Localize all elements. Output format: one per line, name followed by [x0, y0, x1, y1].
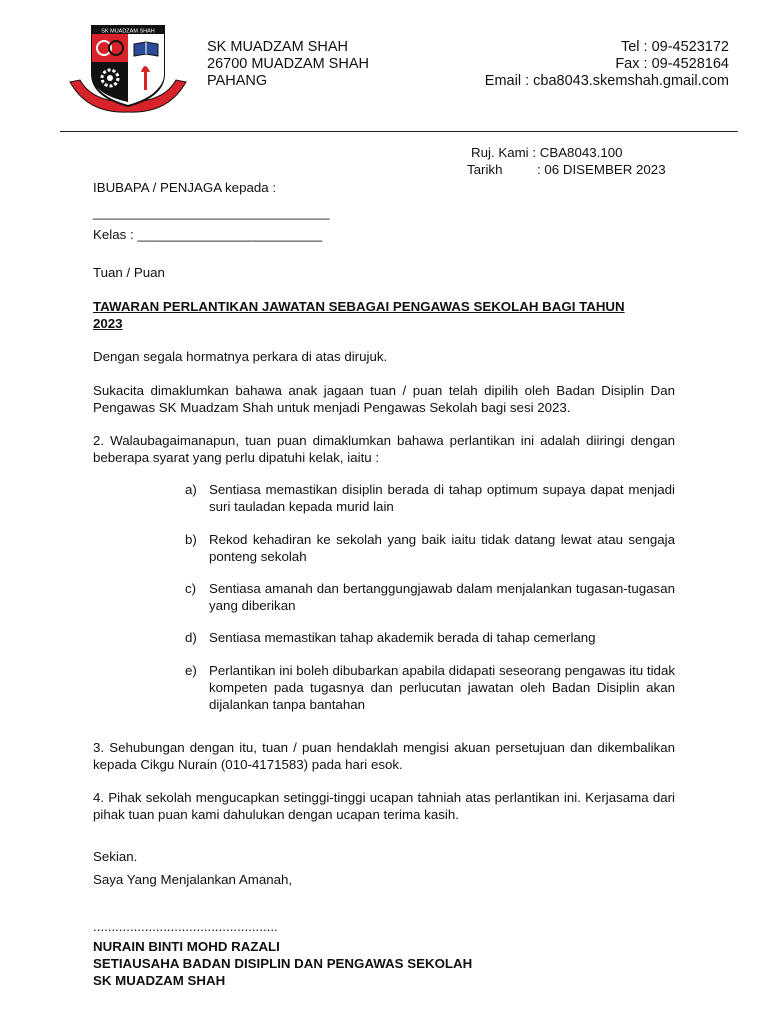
paragraph-4: 3. Sehubungan dengan itu, tuan / puan hendaklah mengisi akuan persetujuan dan dikembalikan kepada Cikgu Nurain (010-4171583) pada hari esok. — [93, 740, 675, 772]
condition-text: Perlantikan ini boleh dibubarkan apabila didapati seseorang pengawas itu tidak kompeten pada tugasnya dan perlucutan jawatan oleh Badan Disiplin akan dijalankan tanpa bantahan — [209, 663, 675, 712]
date-value: : 06 DISEMBER 2023 — [537, 162, 666, 177]
closing-sekian: Sekian. — [93, 849, 138, 864]
header-divider — [60, 131, 738, 132]
subject-line2: 2023 — [93, 316, 123, 331]
condition-item-b — [185, 531, 675, 565]
condition-label: b) — [185, 532, 197, 547]
fax-number: Fax : 09-4528164 — [615, 56, 729, 72]
condition-label: c) — [185, 581, 197, 596]
signatory-title: SETIAUSAHA BADAN DISIPLIN DAN PENGAWAS SEKOLAH — [93, 956, 473, 971]
svg-text:SK MUADZAM SHAH: SK MUADZAM SHAH — [101, 28, 155, 35]
email-address: Email : cba8043.skemshah.gmail.com — [484, 73, 729, 89]
signature-dots: .................................................. — [93, 919, 278, 934]
paragraph-1: Dengan segala hormatnya perkara di atas dirujuk. — [93, 349, 388, 364]
school-address-line1: 26700 MUADZAM SHAH — [207, 56, 369, 72]
condition-text: Sentiasa memastikan tahap akademik berada di tahap cemerlang — [209, 630, 596, 645]
condition-item-e — [185, 662, 675, 713]
school-logo — [68, 22, 188, 114]
paragraph-3: 2. Walaubagaimanapun, tuan puan dimaklumkan bahawa perlantikan ini adalah diiringi dengan beberapa syarat yang perlu dipatuhi kelak, iaitu : — [93, 433, 675, 465]
signatory-name: NURAIN BINTI MOHD RAZALI — [93, 939, 280, 954]
signatory-school: SK MUADZAM SHAH — [93, 973, 226, 988]
school-address-line2: PAHANG — [207, 73, 268, 89]
condition-item-d — [185, 629, 675, 646]
condition-text: Sentiasa amanah dan bertanggungjawab dalam menjalankan tugasan-tugasan yang diberikan — [209, 581, 675, 613]
salutation: Tuan / Puan — [93, 265, 165, 280]
class-field: Kelas : _________________________ — [93, 227, 323, 242]
recipient-label: IBUBAPA / PENJAGA kepada : — [93, 180, 277, 195]
condition-item-c — [185, 580, 675, 614]
paragraph-5: 4. Pihak sekolah mengucapkan setinggi-tinggi ucapan tahniah atas perlantikan ini. Kerjasama dari pihak tuan puan kami dahulukan dengan ucapan terima kasih. — [93, 790, 675, 822]
condition-label: a) — [185, 482, 197, 497]
condition-text: Sentiasa memastikan disiplin berada di tahap optimum supaya dapat menjadi suri tauladan kepada murid lain — [209, 482, 675, 514]
subject-line1: TAWARAN PERLANTIKAN JAWATAN SEBAGAI PENGAWAS SEKOLAH BAGI TAHUN — [93, 299, 625, 314]
condition-label: d) — [185, 630, 197, 645]
condition-item-a — [185, 481, 675, 515]
reference-number: Ruj. Kami : CBA8043.100 — [471, 145, 623, 160]
closing-motto: Saya Yang Menjalankan Amanah, — [93, 872, 293, 887]
tel-number: Tel : 09-4523172 — [620, 39, 729, 55]
condition-label: e) — [185, 663, 197, 678]
condition-text: Rekod kehadiran ke sekolah yang baik iaitu tidak datang lewat atau sengaja ponteng sekolah — [209, 532, 675, 564]
date-label: Tarikh — [467, 162, 503, 177]
school-name: SK MUADZAM SHAH — [207, 39, 348, 55]
recipient-blank-line: ________________________________ — [93, 205, 330, 220]
paragraph-2: Sukacita dimaklumkan bahawa anak jagaan tuan / puan telah dipilih oleh Badan Disiplin Dan Pengawas SK Muadzam Shah untuk menjadi Pengawas Sekolah bagi sesi 2023. — [93, 383, 675, 415]
